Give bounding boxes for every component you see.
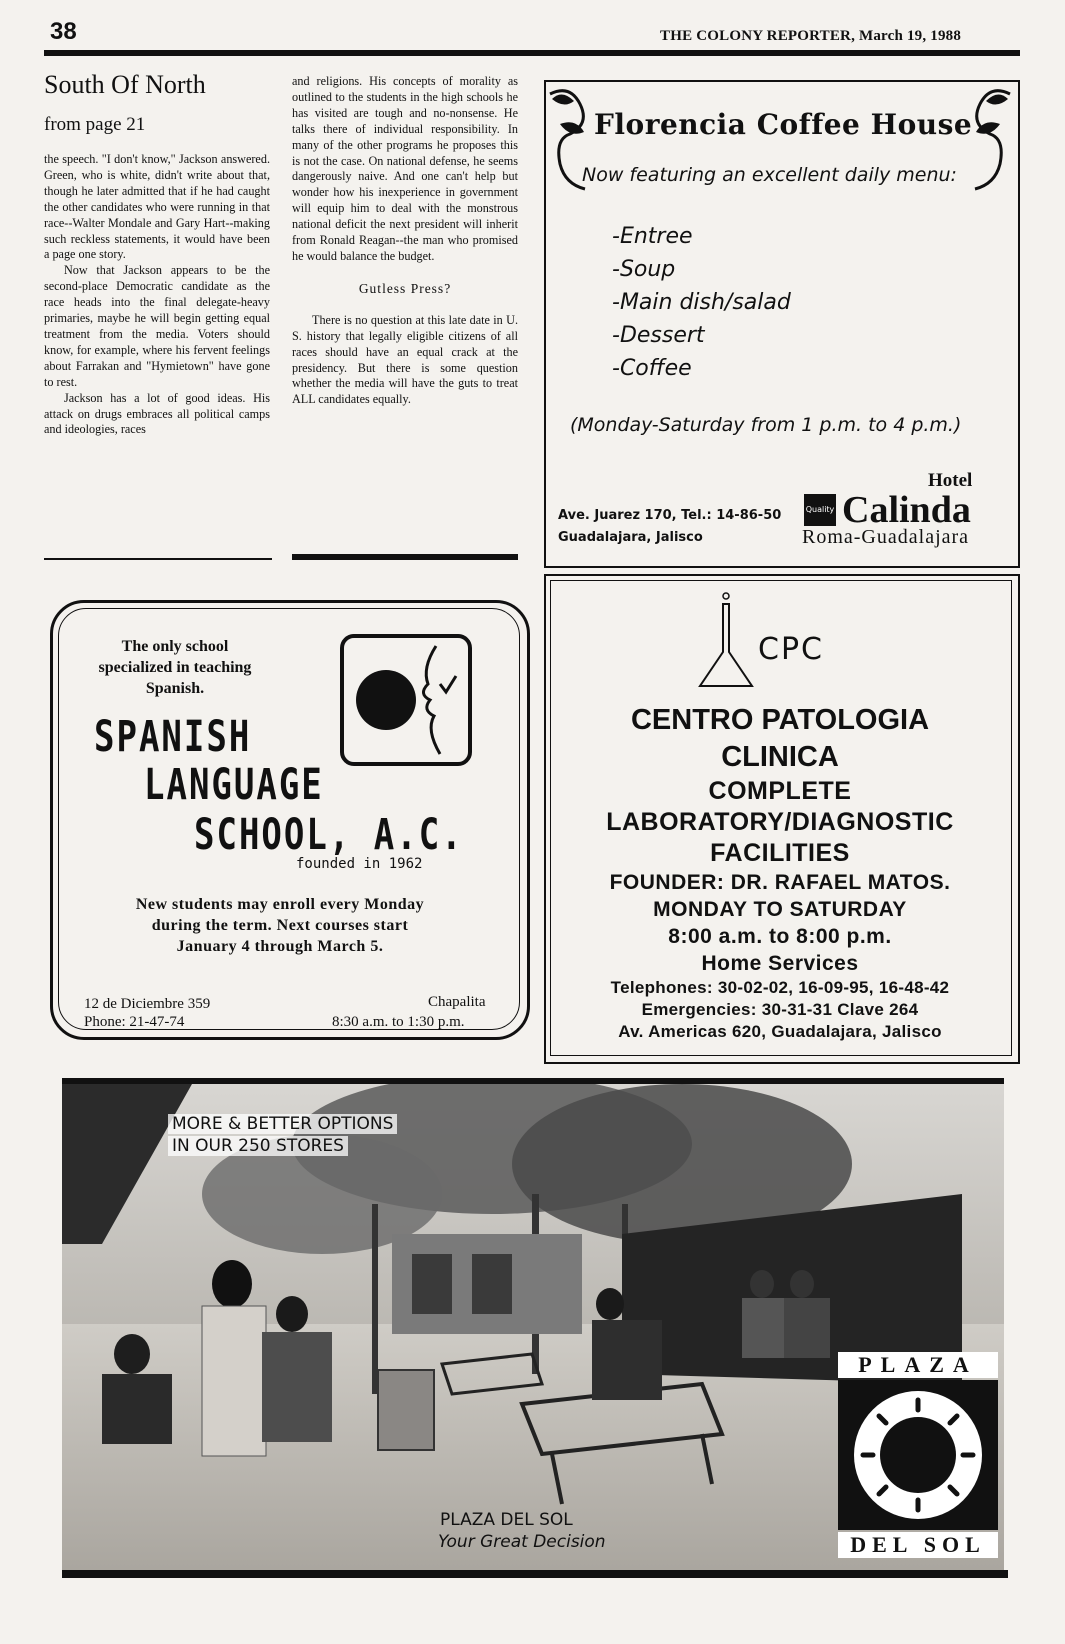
cpc-line: FOUNDER: DR. RAFAEL MATOS. [609, 871, 951, 894]
cpc-logo: CPC [758, 632, 824, 667]
plaza-slogan: Your Great Decision [438, 1532, 606, 1552]
cpc-line: CENTRO PATOLOGIA [630, 704, 930, 736]
sun-icon [838, 1380, 998, 1530]
quality-logo-icon: Quality [804, 494, 836, 526]
article-paragraph: Jackson has a lot of good ideas. His attack on drugs embraces all political camps and ideologies, races [44, 390, 270, 437]
school-hours: 8:30 a.m. to 1:30 p.m. [332, 1014, 465, 1030]
school-logo [340, 634, 472, 766]
cpc-text [552, 702, 1008, 1043]
masthead: THE COLONY REPORTER, March 19, 1988 [660, 28, 962, 44]
school-intro: The only school specialized in teaching Spanish. [98, 638, 252, 697]
menu-item: -Entree [612, 224, 693, 249]
article-title: South Of North [44, 70, 206, 99]
florencia-city: Guadalajara, Jalisco [558, 530, 703, 545]
cpc-line: Emergencies: 30-31-31 Clave 264 [641, 1000, 919, 1019]
cpc-line: Home Services [701, 952, 859, 975]
plaza-name: PLAZA DEL SOL [440, 1510, 573, 1530]
cpc-line: LABORATORY/DIAGNOSTIC [606, 808, 954, 836]
menu-item: -Soup [612, 257, 676, 282]
article-column-1 [44, 152, 270, 438]
cpc-line: MONDAY TO SATURDAY [653, 898, 907, 921]
florencia-address: Ave. Juarez 170, Tel.: 14-86-50 [558, 508, 782, 523]
header-rule [44, 50, 1020, 56]
column-rule [44, 558, 272, 560]
article-paragraph: the speech. "I don't know," Jackson answered. Green, who is white, didn't write about that, though he later admitted that if he had caught the other candidates who were running in that race--Walter Mondale and Gary Hart--making such reckless statements, it would have been a page one story. [44, 152, 270, 262]
cpc-line: FACILITIES [710, 839, 850, 867]
cpc-line: 8:00 a.m. to 8:00 p.m. [668, 925, 892, 948]
column-rule [292, 554, 518, 560]
menu-item: -Main dish/salad [612, 290, 791, 315]
school-name-line: SCHOOL, A.C. [194, 810, 464, 860]
florencia-hours: (Monday-Saturday from 1 p.m. to 4 p.m.) [570, 414, 962, 436]
flask-icon [696, 588, 756, 692]
florencia-title: Florencia Coffee House [594, 108, 973, 141]
sun-logo-icon [838, 1380, 998, 1530]
florencia-feature: Now featuring an excellent daily menu: [582, 164, 957, 186]
plaza-logo-top: PLAZA [838, 1352, 998, 1378]
cpc-line: COMPLETE [708, 777, 852, 805]
plaza-caption-line: IN OUR 250 STORES [168, 1136, 348, 1156]
article-subtitle: from page 21 [44, 114, 146, 135]
florencia-menu [612, 220, 791, 385]
page-bottom-rule [62, 1570, 1008, 1578]
plaza-caption-line: MORE & BETTER OPTIONS [168, 1114, 397, 1134]
profile-face-icon [344, 638, 468, 762]
article-column-2 [292, 74, 518, 408]
cpc-line: Av. Americas 620, Guadalajara, Jalisco [618, 1022, 942, 1041]
school-founded: founded in 1962 [296, 856, 423, 872]
hotel-location: Roma-Guadalajara [802, 526, 970, 548]
hotel-name: Calinda [842, 489, 971, 531]
school-phone: Phone: 21-47-74 [84, 1014, 185, 1030]
article-subhead: Gutless Press? [358, 280, 452, 296]
cpc-line: Telephones: 30-02-02, 16-09-95, 16-48-42 [610, 978, 950, 997]
menu-item: -Coffee [612, 356, 692, 381]
school-city: Chapalita [428, 994, 486, 1010]
plaza-logo-bottom: DEL SOL [838, 1532, 998, 1558]
article-paragraph: Now that Jackson appears to be the second-place Democratic candidate as the race heads into the final delegate-heavy primaries, maybe he will begin getting equal treatment from the media. Voters should know, for example, where his fervent feelings about Farrakan and "Hymietown" have gone to rest. [44, 263, 270, 389]
page-number: 38 [50, 18, 77, 45]
school-name-line: LANGUAGE [144, 760, 324, 810]
cpc-line: CLINICA [721, 741, 839, 773]
school-name-line: SPANISH [94, 712, 252, 762]
school-address: 12 de Diciembre 359 [84, 996, 211, 1012]
school-enrollment: New students may enroll every Monday during the term. Next courses start January 4 through March 5. [135, 896, 425, 955]
hotel-label: Hotel [928, 470, 973, 491]
article-paragraph: There is no question at this late date in U. S. history that legally eligible citizens of all races should have an equal crack at the presidency. But there is some question whether the media will have the guts to treat ALL candidates equally. [292, 312, 518, 407]
menu-item: -Dessert [612, 323, 705, 348]
article-paragraph: and religions. His concepts of morality as outlined to the students in the high schools he has visited are tough and no-nonsense. He talks there of individual responsibility. In many of the other programs he proposes this is not the case. On national defense, he seems dangerously naive. And one can't help but wonder how his inexperience in government will equip him to deal with the monstrous national deficit the next president will inherit from Ronald Reagan--the man who promised he would balance the budget. [292, 74, 518, 263]
